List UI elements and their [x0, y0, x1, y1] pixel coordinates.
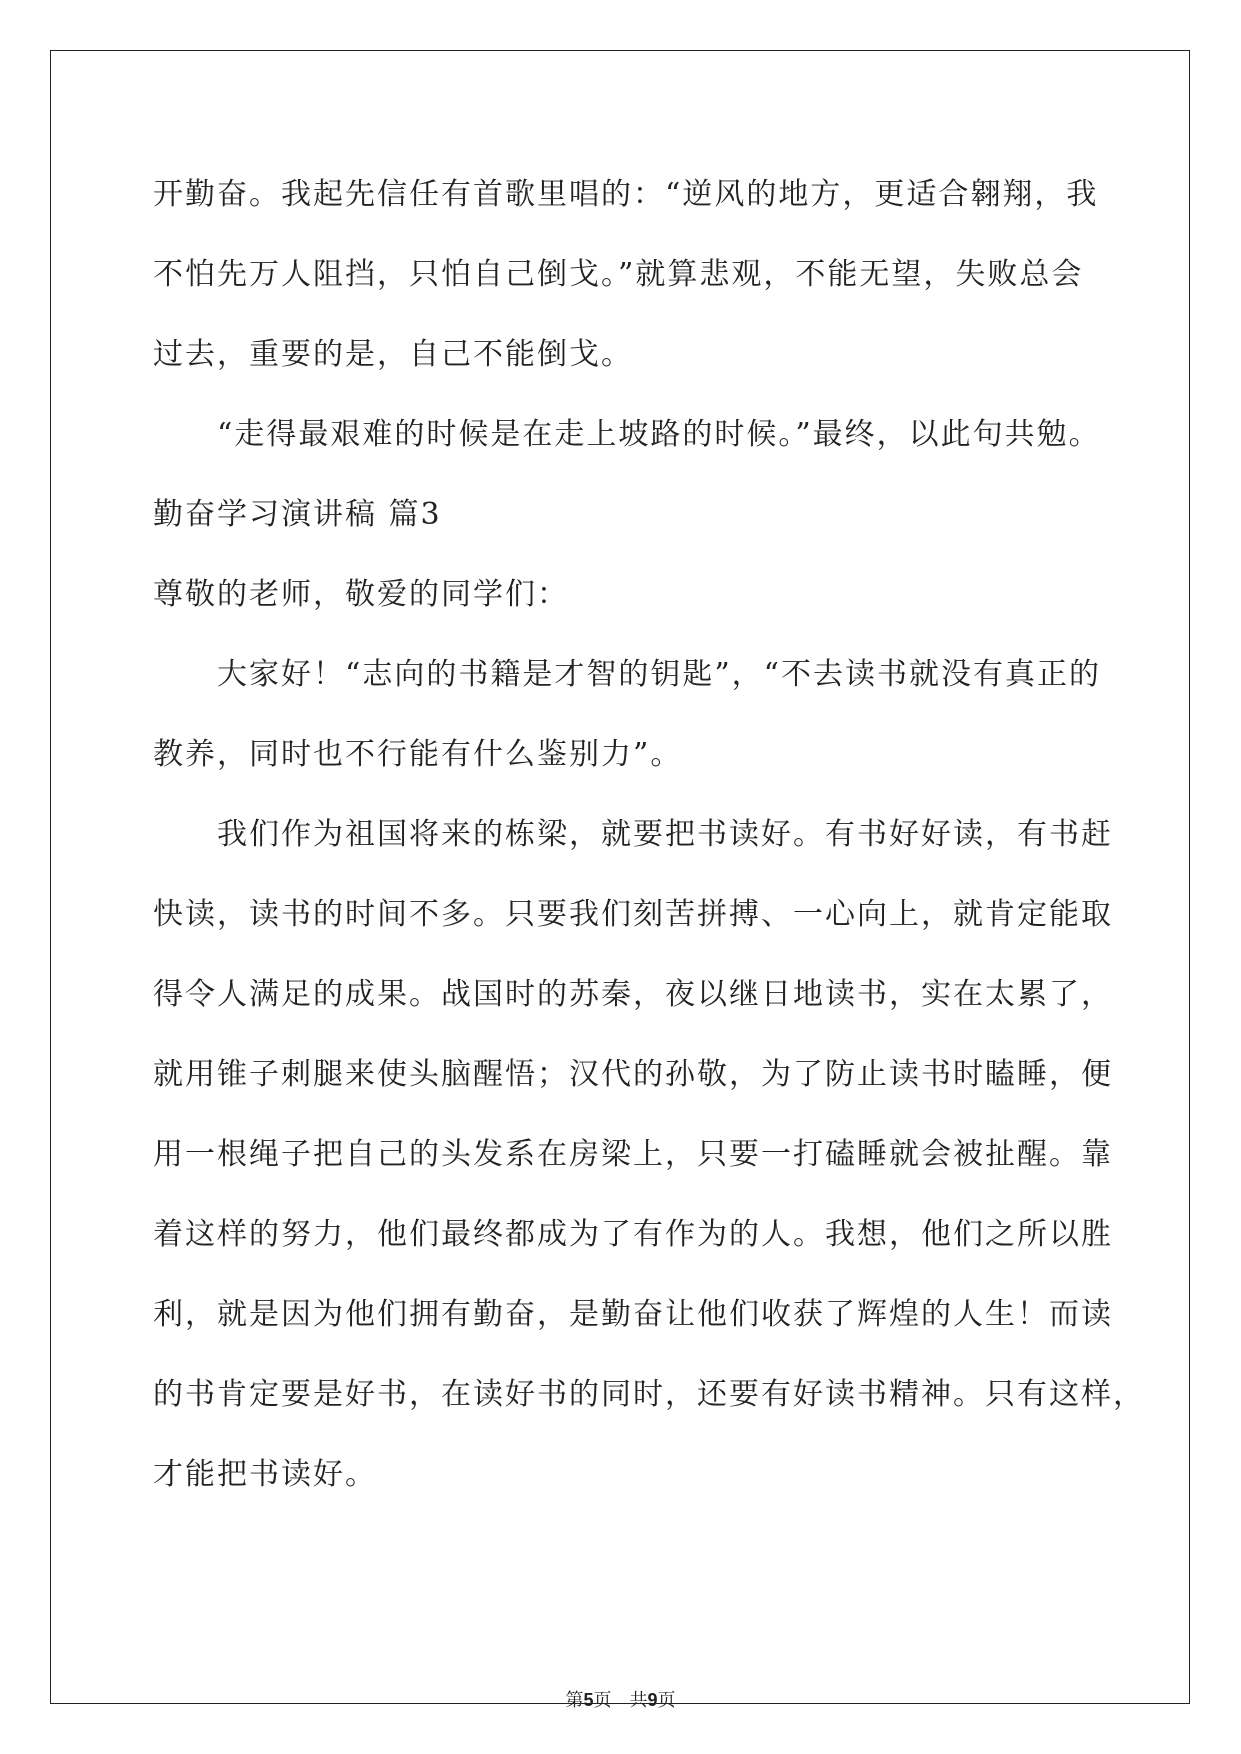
page-prefix: 第 — [565, 1690, 584, 1711]
text-line: 利，就是因为他们拥有勤奋，是勤奋让他们收获了辉煌的人生！而读 — [153, 1297, 1113, 1332]
salutation: 尊敬的老师，敬爱的同学们： — [153, 577, 569, 612]
text-line: “走得最艰难的时候是在走上坡路的时候。”最终，以此句共勉。 — [153, 417, 1101, 452]
text-line: 大家好！“志向的书籍是才智的钥匙”，“不去读书就没有真正的 — [153, 657, 1102, 692]
text-line: 着这样的努力，他们最终都成为了有作为的人。我想，他们之所以胜 — [153, 1217, 1113, 1252]
page-total: 9 — [647, 1690, 658, 1710]
text-line: 就用锥子刺腿来使头脑醒悟；汉代的孙敬，为了防止读书时瞌睡，便 — [153, 1057, 1113, 1092]
page-footer — [0, 1686, 1241, 1712]
text-line: 用一根绳子把自己的头发系在房梁上，只要一打磕睡就会被扯醒。靠 — [153, 1137, 1113, 1172]
page-suffix: 页 — [657, 1690, 676, 1711]
text-line: 快读，读书的时间不多。只要我们刻苦拼搏、一心向上，就肯定能取 — [153, 897, 1113, 932]
text-line: 开勤奋。我起先信任有首歌里唱的：“逆风的地方，更适合翱翔，我 — [153, 177, 1099, 212]
text-line: 不怕先万人阻挡，只怕自己倒戈。”就算悲观，不能无望，失败总会 — [153, 257, 1084, 292]
text-line: 我们作为祖国将来的栋梁，就要把书读好。有书好好读，有书赶 — [153, 817, 1113, 852]
text-line: 得令人满足的成果。战国时的苏秦，夜以继日地读书，实在太累了， — [153, 977, 1113, 1012]
page-current: 5 — [583, 1690, 594, 1710]
text-line: 教养，同时也不行能有什么鉴别力”。 — [153, 737, 683, 772]
text-line: 过去，重要的是，自己不能倒戈。 — [153, 337, 633, 372]
text-line: 的书肯定要是好书，在读好书的同时，还要有好读书精神。只有这样， — [153, 1377, 1145, 1412]
page-mid: 页 共 — [593, 1690, 648, 1711]
section-heading: 勤奋学习演讲稿 篇3 — [153, 497, 442, 532]
text-line: 才能把书读好。 — [153, 1457, 377, 1492]
